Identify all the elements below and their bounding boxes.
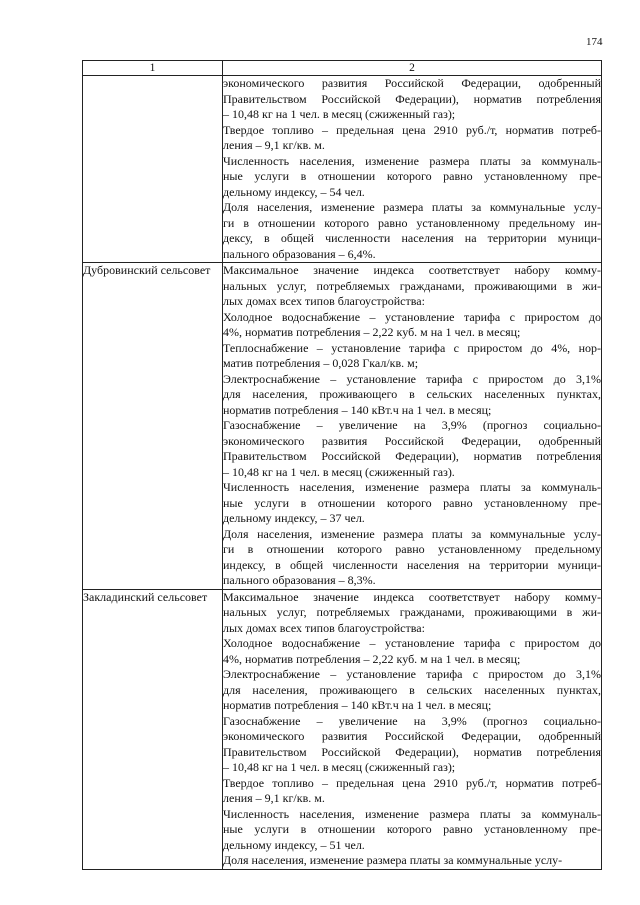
text-line: Численность населения, изменение размера платы за коммуналь- xyxy=(223,480,601,494)
description-paragraph xyxy=(223,527,601,589)
text-line: Электроснабжение – установление тарифа с приростом до 3,1% xyxy=(223,667,601,681)
text-line: Твердое топливо – предельная цена 2910 руб./т, норматив потреб- xyxy=(223,122,601,137)
text-line: Твердое топливо – предельная цена 2910 руб./т, норматив потреб- xyxy=(223,775,601,790)
description-paragraph xyxy=(223,341,601,372)
description-paragraph xyxy=(223,667,601,714)
tariff-description xyxy=(223,589,602,869)
text-line: нальных услуг, потребляемых гражданами, проживающими в жи- xyxy=(223,605,601,619)
description-paragraph xyxy=(223,807,601,854)
text-line: ные услуги в отношении которого равно установленному пре- xyxy=(223,822,601,836)
page-number: 174 xyxy=(586,36,603,48)
text-line: пального образования – 8,3%. xyxy=(223,573,376,587)
description-paragraph xyxy=(223,263,601,310)
description-paragraph xyxy=(223,590,601,637)
text-line: – 10,48 кг на 1 чел. в месяц (сжиженный газ); xyxy=(223,760,456,774)
description-paragraph xyxy=(223,154,601,201)
municipality-name: Закладинский сельсовет xyxy=(83,589,223,869)
tariff-table xyxy=(82,60,602,870)
description-paragraph xyxy=(223,636,601,667)
text-line: 4%, норматив потребления – 2,22 куб. м на 1 чел. в месяц; xyxy=(223,325,521,339)
text-line: Максимальное значение индекса соответствует набору комму- xyxy=(223,263,601,277)
text-line: – 10,48 кг на 1 чел. в месяц (сжиженный газ); xyxy=(223,107,456,121)
text-line: пального образования – 6,4%. xyxy=(223,246,376,261)
text-line: экономического развития Российской Федерации, одобренный xyxy=(223,76,601,90)
text-line: Доля населения, изменение размера платы за коммунальные услу- xyxy=(223,200,601,214)
description-paragraph xyxy=(223,776,601,807)
column-header-1: 1 xyxy=(83,61,223,76)
text-line: ги в отношении которого равно установленному предельному ин- xyxy=(223,215,601,230)
table-row xyxy=(83,76,602,263)
municipality-name: Дубровинский сельсовет xyxy=(83,263,223,590)
text-line: Холодное водоснабжение – установление тарифа с приростом до xyxy=(223,636,601,650)
text-line: дельному индексу, – 54 чел. xyxy=(223,184,365,199)
text-line: индексу, в общей численности населения на территории муници- xyxy=(223,557,601,572)
text-line: ления – 9,1 кг/кв. м. xyxy=(223,791,325,805)
text-line: ги в отношении которого равно установленному предельному xyxy=(223,542,601,556)
description-paragraph xyxy=(223,418,601,480)
text-line: ления – 9,1 кг/кв. м. xyxy=(223,138,325,152)
text-line: лых домах всех типов благоустройства: xyxy=(223,620,425,635)
tariff-description xyxy=(223,76,602,263)
text-line: Электроснабжение – установление тарифа с приростом до 3,1% xyxy=(223,371,601,386)
text-line: Правительством Российской Федерации), норматив потребления xyxy=(223,91,601,106)
text-line: лых домах всех типов благоустройства: xyxy=(223,294,425,308)
text-line: Холодное водоснабжение – установление тарифа с приростом до xyxy=(223,309,601,324)
description-paragraph xyxy=(223,714,601,776)
text-line: Правительством Российской Федерации), норматив потребления xyxy=(223,449,601,463)
text-line: Теплоснабжение – установление тарифа с приростом до 4%, нор- xyxy=(223,340,601,355)
text-line: норматив потребления – 140 кВт.ч на 1 чел. в месяц; xyxy=(223,698,492,712)
text-line: нальных услуг, потребляемых гражданами, проживающими в жи- xyxy=(223,278,601,293)
text-line: Численность населения, изменение размера платы за коммуналь- xyxy=(223,153,601,168)
table-header-row xyxy=(83,61,602,76)
description-paragraph xyxy=(223,372,601,419)
text-line: матив потребления – 0,028 Гкал/кв. м; xyxy=(223,356,419,370)
text-line: для населения, проживающего в сельских населенных пунктах, xyxy=(223,387,601,401)
text-line: Газоснабжение – увеличение на 3,9% (прогноз социально- xyxy=(223,713,601,728)
text-line: норматив потребления – 140 кВт.ч на 1 чел. в месяц; xyxy=(223,402,492,417)
column-header-2: 2 xyxy=(223,61,602,76)
text-line: Численность населения, изменение размера платы за коммуналь- xyxy=(223,806,601,821)
text-line: Доля населения, изменение размера платы за коммунальные услу- xyxy=(223,853,563,867)
description-paragraph xyxy=(223,310,601,341)
municipality-name xyxy=(83,76,223,263)
text-line: ные услуги в отношении которого равно установленному пре- xyxy=(223,169,601,183)
text-line: для населения, проживающего в сельских населенных пунктах, xyxy=(223,682,601,697)
description-paragraph xyxy=(223,480,601,527)
table-row xyxy=(83,589,602,869)
text-line: ные услуги в отношении которого равно установленному пре- xyxy=(223,495,601,510)
text-line: дельному индексу, – 37 чел. xyxy=(223,511,365,525)
description-paragraph xyxy=(223,123,601,154)
text-line: – 10,48 кг на 1 чел. в месяц (сжиженный газ). xyxy=(223,464,455,479)
tariff-description xyxy=(223,263,602,590)
text-line: Газоснабжение – увеличение на 3,9% (прогноз социально- xyxy=(223,418,601,432)
text-line: экономического развития Российской Федерации, одобренный xyxy=(223,433,601,448)
description-paragraph xyxy=(223,76,601,123)
text-line: Правительством Российской Федерации), норматив потребления xyxy=(223,744,601,759)
description-paragraph xyxy=(223,853,601,869)
text-line: Максимальное значение индекса соответствует набору комму- xyxy=(223,589,601,604)
table-row xyxy=(83,263,602,590)
text-line: экономического развития Российской Федерации, одобренный xyxy=(223,729,601,743)
text-line: 4%, норматив потребления – 2,22 куб. м на 1 чел. в месяц; xyxy=(223,651,521,666)
description-paragraph xyxy=(223,200,601,262)
text-line: дельному индексу, – 51 чел. xyxy=(223,837,365,852)
text-line: Доля населения, изменение размера платы за коммунальные услу- xyxy=(223,526,601,541)
text-line: дексу, в общей численности населения на территории муници- xyxy=(223,231,601,245)
